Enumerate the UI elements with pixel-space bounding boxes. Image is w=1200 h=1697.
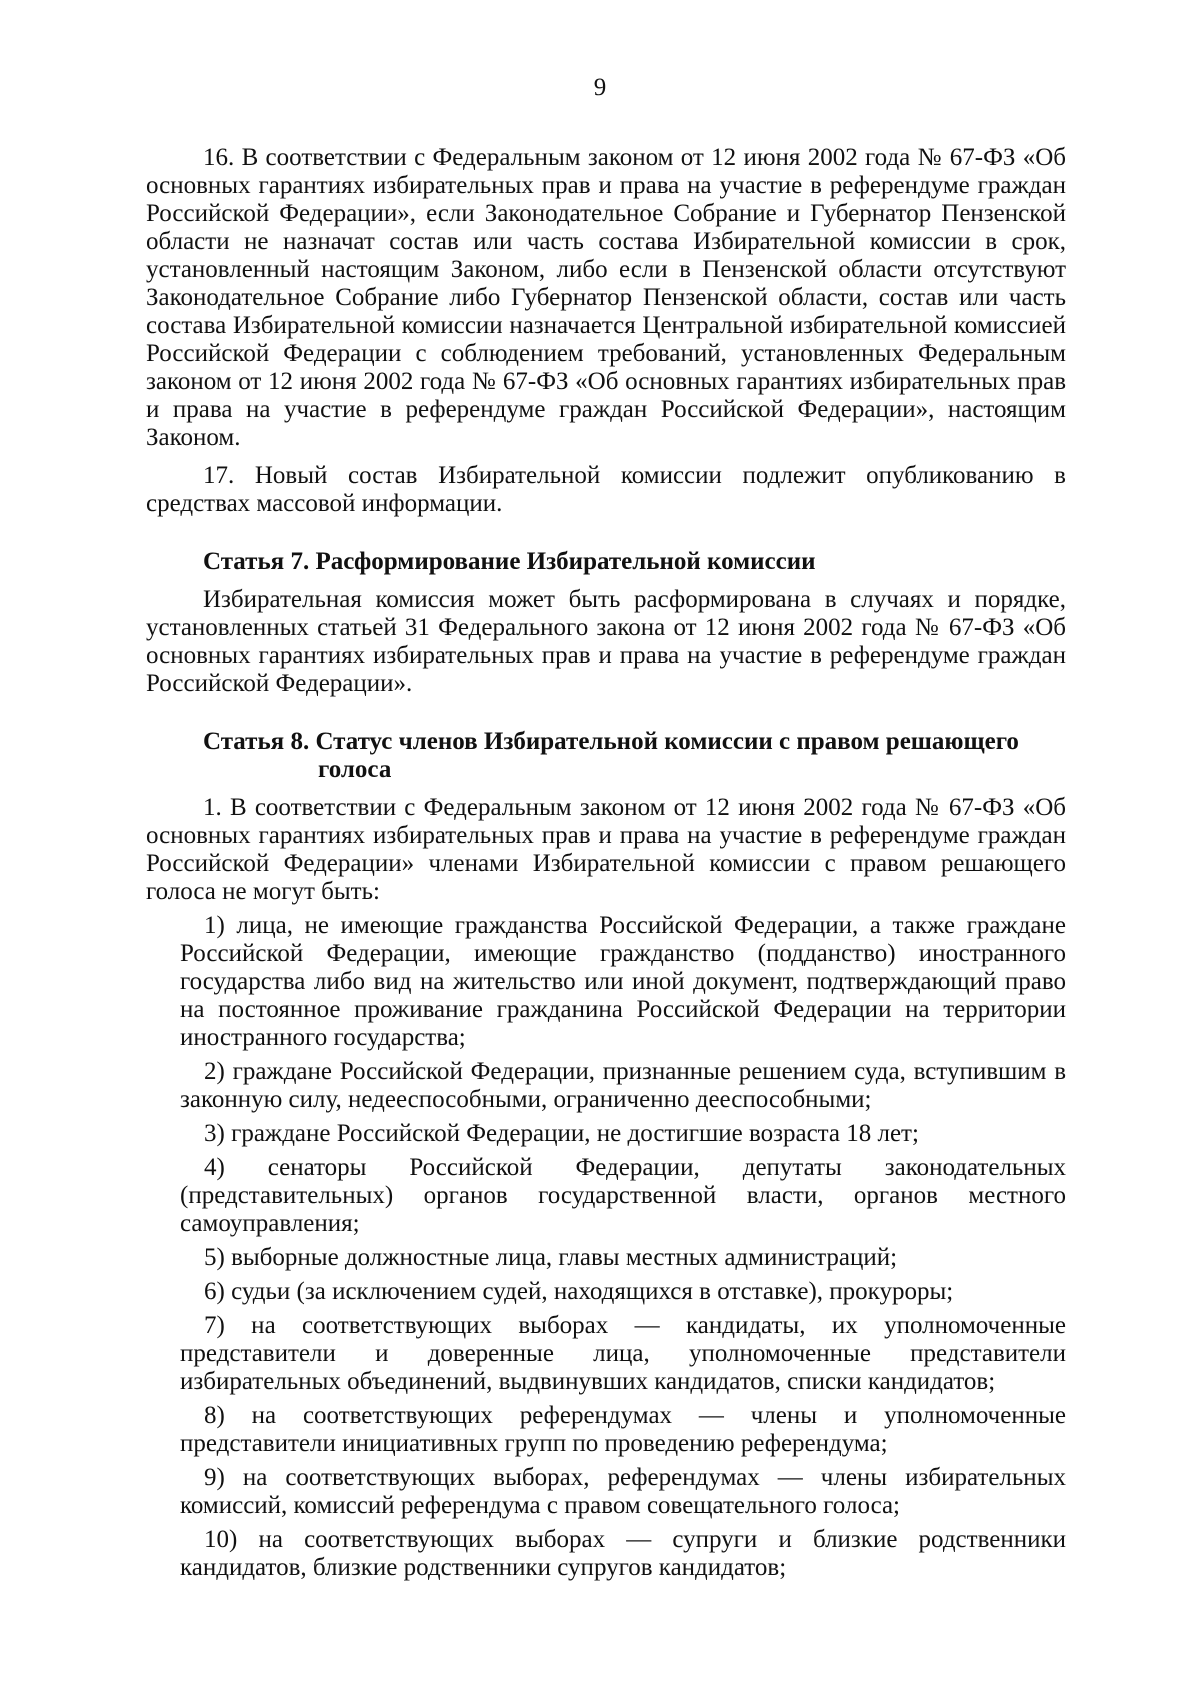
article-7-heading: Статья 7. Расформирование Избирательной комиссии — [203, 548, 816, 575]
list-item-9: 9) на соответствующих выборах, референдумах — члены избирательных комиссий, комиссий референдума с правом совещательного голоса; — [180, 1464, 1066, 1519]
article-8-heading: Статья 8. Статус членов Избирательной комиссии с правом решающего голоса — [203, 728, 1019, 783]
article-8-intro: 1. В соответствии с Федеральным законом от 12 июня 2002 года № 67-ФЗ «Об основных гарантиях избирательных прав и права на участие в референдуме граждан Российской Федерации» членами Избирательной комиссии с правом решающего голоса не могут быть: — [146, 794, 1066, 905]
list-item-5: 5) выборные должностные лица, главы местных администраций; — [204, 1244, 898, 1271]
list-item-6: 6) судьи (за исключением судей, находящихся в отставке), прокуроры; — [204, 1278, 954, 1305]
page-number: 9 — [593, 74, 607, 101]
paragraph-17: 17. Новый состав Избирательной комиссии подлежит опубликованию в средствах массовой информации. — [146, 462, 1066, 517]
list-item-7: 7) на соответствующих выборах — кандидаты, их уполномоченные представители и доверенные лица, уполномоченные представители избирательных объединений, выдвинувших кандидатов, списки кандидатов; — [180, 1312, 1066, 1395]
list-item-10: 10) на соответствующих выборах — супруги и близкие родственники кандидатов, близкие родственники супругов кандидатов; — [180, 1526, 1066, 1581]
list-item-1: 1) лица, не имеющие гражданства Российской Федерации, а также граждане Российской Федерации, имеющие гражданство (подданство) иностранного государства либо вид на жительство или иной документ, подтверждающий право на постоянное проживание гражданина Российской Федерации на территории иностранного государства; — [180, 912, 1066, 1051]
article-7-text: Избирательная комиссия может быть расформирована в случаях и порядке, установленных статьей 31 Федерального закона от 12 июня 2002 года № 67-ФЗ «Об основных гарантиях избирательных прав и права на участие в референдуме граждан Российской Федерации». — [146, 586, 1066, 697]
list-item-4: 4) сенаторы Российской Федерации, депутаты законодательных (представительных) органов государственной власти, органов местного самоуправления; — [180, 1154, 1066, 1237]
paragraph-16: 16. В соответствии с Федеральным законом от 12 июня 2002 года № 67-ФЗ «Об основных гарантиях избирательных прав и права на участие в референдуме граждан Российской Федерации», если Законодательное Собрание и Губернатор Пензенской области не назначат состав или часть состава Избирательной комиссии в срок, установленный настоящим Законом, либо если в Пензенской области отсутствуют Законодательное Собрание либо Губернатор Пензенской области, состав или часть состава Избирательной комиссии назначается Центральной избирательной комиссией Российской Федерации с соблюдением требований, установленных Федеральным законом от 12 июня 2002 года № 67-ФЗ «Об основных гарантиях избирательных прав и права на участие в референдуме граждан Российской Федерации», настоящим Законом. — [146, 144, 1066, 451]
list-item-8: 8) на соответствующих референдумах — члены и уполномоченные представители инициативных групп по проведению референдума; — [180, 1402, 1066, 1457]
list-item-2: 2) граждане Российской Федерации, признанные решением суда, вступившим в законную силу, недееспособными, ограниченно дееспособными; — [180, 1058, 1066, 1113]
document-body — [146, 144, 1066, 1582]
list-item-3: 3) граждане Российской Федерации, не достигшие возраста 18 лет; — [204, 1120, 919, 1147]
